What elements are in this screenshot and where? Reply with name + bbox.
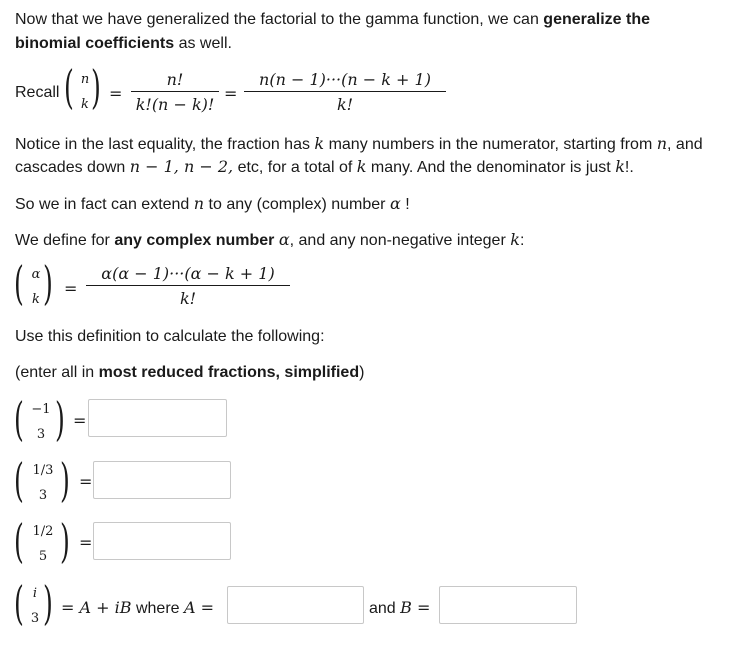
intro-text-2: as well. [174, 35, 232, 52]
math-A: A [79, 598, 92, 617]
fraction-bar [86, 285, 290, 286]
answer-input-1[interactable] [88, 399, 227, 437]
p3-binom-top: 1/2 [32, 524, 54, 539]
define-text: We define for [15, 232, 115, 249]
p4-binom-bottom: 3 [30, 611, 40, 626]
math-k: k [510, 230, 520, 249]
def-binom-top: α [31, 267, 41, 282]
math-equals: = [195, 598, 215, 617]
math-k: k [615, 157, 625, 176]
extend-line [15, 194, 410, 214]
enter-bold: most reduced fractions, simplified [98, 364, 360, 381]
recall-fraction-1-numerator: n! [166, 70, 184, 89]
def-binom-right-paren: ) [43, 256, 53, 310]
enter-instructions [15, 364, 364, 382]
define-text: : [519, 232, 525, 249]
notice-text: !. [624, 159, 634, 176]
fraction-bar [131, 91, 219, 92]
p1-left-paren: ( [14, 392, 24, 446]
p4-binom-top: i [32, 586, 38, 601]
recall-binom-right-paren: ) [91, 60, 101, 114]
notice-text: etc, for a total of [233, 159, 357, 176]
p4-expression [61, 598, 214, 618]
recall-fraction-2-numerator: n(n − 1)···(n − k + 1) [259, 70, 431, 89]
notice-line-2 [15, 157, 634, 177]
math-k: k [356, 157, 367, 176]
recall-equals-1: = [109, 84, 123, 103]
def-fraction-numerator: α(α − 1)···(α − k + 1) [101, 264, 275, 283]
math-equals: = [411, 598, 431, 617]
enter-text: ) [359, 364, 365, 381]
p2-binom-bottom: 3 [38, 488, 48, 503]
p1-binom-top: −1 [31, 402, 51, 417]
notice-text: many. And the denominator is just [366, 159, 616, 176]
intro-line-1 [15, 11, 650, 29]
extend-text: So we in fact can extend [15, 196, 194, 213]
p3-left-paren: ( [14, 514, 24, 568]
math-n: n [193, 194, 205, 213]
math-alpha: α [278, 230, 290, 249]
define-line [15, 230, 524, 250]
recall-binom-bottom: k [81, 97, 89, 112]
p2-left-paren: ( [14, 453, 24, 507]
intro-text: Now that we have generalized the factorial to the gamma function, we can [15, 11, 544, 28]
p1-binom-bottom: 3 [36, 427, 46, 442]
recall-fraction-2 [244, 70, 446, 114]
p4-left-paren: ( [14, 576, 24, 630]
answer-input-B[interactable] [439, 586, 577, 624]
p4-equals: = [61, 598, 80, 617]
use-definition-text: Use this definition to calculate the following: [15, 328, 325, 345]
answer-input-A[interactable] [227, 586, 364, 624]
def-binom-bottom: k [32, 292, 40, 307]
math-plus: + [91, 598, 115, 617]
extend-text: ! [400, 196, 410, 213]
notice-line-1 [15, 134, 703, 154]
intro-bold-2: binomial coefficients [15, 35, 175, 52]
p4-and [369, 598, 430, 618]
notice-text: , and [667, 136, 703, 153]
where-text: where [131, 600, 184, 617]
recall-fraction-1 [131, 70, 219, 114]
intro-bold: generalize the [543, 11, 650, 28]
p3-right-paren: ) [60, 514, 70, 568]
math-B: B [400, 598, 412, 617]
recall-binom-top: n [80, 72, 90, 87]
math-alpha: α [389, 194, 401, 213]
math-cascade: n − 1, n − 2, [129, 157, 234, 176]
p3-binom-bottom: 5 [38, 549, 48, 564]
extend-text: to any (complex) number [204, 196, 390, 213]
def-binom-left-paren: ( [14, 256, 24, 310]
p1-right-paren: ) [55, 392, 65, 446]
recall-fraction-1-denominator: k!(n − k)! [135, 95, 215, 114]
enter-text: (enter all in [15, 364, 99, 381]
notice-text: Notice in the last equality, the fraction has [15, 136, 315, 153]
answer-input-2[interactable] [93, 461, 231, 499]
define-text: , and any non-negative integer [289, 232, 511, 249]
recall-fraction-2-denominator: k! [336, 95, 354, 114]
math-iB: iB [114, 598, 132, 617]
p2-right-paren: ) [60, 453, 70, 507]
math-A: A [183, 598, 196, 617]
def-equals: = [64, 279, 78, 298]
recall-label: Recall [15, 84, 60, 101]
intro-line-2 [15, 35, 232, 53]
p2-equals: = [79, 472, 93, 491]
def-fraction [86, 264, 290, 308]
math-n: n [656, 134, 668, 153]
define-bold: any complex number [114, 232, 275, 249]
def-fraction-denominator: k! [179, 289, 197, 308]
recall-binom-left-paren: ( [64, 60, 74, 114]
answer-input-3[interactable] [93, 522, 231, 560]
math-k: k [314, 134, 325, 153]
fraction-bar [244, 91, 446, 92]
notice-text: cascades down [15, 159, 130, 176]
p1-equals: = [73, 411, 87, 430]
notice-text: many numbers in the numerator, starting from [324, 136, 657, 153]
p4-right-paren: ) [43, 576, 53, 630]
p3-equals: = [79, 533, 93, 552]
and-text: and [369, 600, 396, 617]
recall-equals-2: = [224, 84, 238, 103]
p2-binom-top: 1/3 [32, 463, 54, 478]
